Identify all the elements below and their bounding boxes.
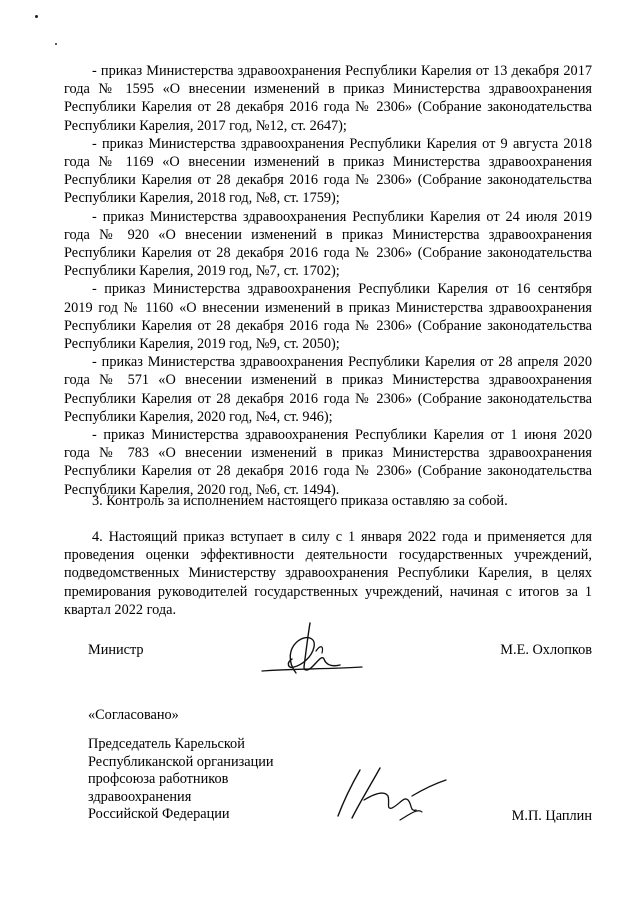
org-line: Российской Федерации [88, 806, 230, 823]
org-line: Республиканской организации [88, 753, 274, 770]
chair-signature-image [330, 760, 450, 830]
repealed-orders-list [64, 62, 592, 499]
org-line: Председатель Карельской [88, 736, 245, 752]
item-3 [64, 492, 592, 510]
scan-speck [35, 15, 38, 18]
minister-name: М.Е. Охлопков [500, 642, 592, 658]
trade-union-chair-block [88, 736, 274, 824]
scan-speck [55, 43, 57, 45]
org-line: профсоюза работников [88, 771, 229, 788]
minister-signature-image [258, 615, 368, 685]
chair-name: М.П. Цаплин [511, 808, 592, 824]
org-line: здравоохранения [88, 788, 192, 805]
order-item: - приказ Министерства здравоохранения Республики Карелия от 16 сентября 2019 год № 1160 «О внесении изменений в приказ Министерства здравоохранения Республики Карелия от 28 декабря 2016 года № 2306» (Собрание законодательства Республики Карелия, 2019 год, №9, ст. 2050); [64, 281, 592, 353]
order-item: - приказ Министерства здравоохранения Республики Карелия от 1 июня 2020 года № 783 «О внесении изменений в приказ Министерства здравоохранения Республики Карелия от 28 декабря 2016 года № 2306» (Собрание законодательства Республики Карелия, 2020 год, №6, ст. 1494). [64, 427, 592, 498]
minister-title: Министр [88, 642, 144, 658]
order-item: - приказ Министерства здравоохранения Республики Карелия от 28 апреля 2020 года № 571 «О внесении изменений в приказ Министерства здравоохранения Республики Карелия от 28 декабря 2016 года № 2306» (Собрание законодательства Республики Карелия, 2020 год, №4, ст. 946); [64, 354, 592, 425]
order-item: - приказ Министерства здравоохранения Республики Карелия от 13 декабря 2017 года № 1595 «О внесении изменений в приказ Министерства здравоохранения Республики Карелия от 28 декабря 2016 года № 2306» (Собрание законодательства Республики Карелия, 2017 год, №12, ст. 2647); [64, 63, 592, 134]
control-clause: 3. Контроль за исполнением настоящего приказа оставляю за собой. [92, 493, 508, 509]
order-item: - приказ Министерства здравоохранения Республики Карелия от 24 июля 2019 года № 920 «О внесении изменений в приказ Министерства здравоохранения Республики Карелия от 28 декабря 2016 года № 2306» (Собрание законодательства Республики Карелия, 2019 год, №7, ст. 1702); [64, 208, 592, 280]
effective-date-clause: 4. Настоящий приказ вступает в силу с 1 января 2022 года и применяется для проведения оценки эффективности деятельности государственных учреждений, подведомственных Министерству здравоохранения Республики Карелия, в целях премирования руководителей государственных учреждений, начиная с итогов за 1 квартал 2022 года. [64, 529, 592, 618]
agreed-label: «Согласовано» [88, 707, 179, 723]
order-item: - приказ Министерства здравоохранения Республики Карелия от 9 августа 2018 года № 1169 «О внесении изменений в приказ Министерства здравоохранения Республики Карелия от 28 декабря 2016 года № 2306» (Собрание законодательства Республики Карелия, 2018 год, №8, ст. 1759); [64, 135, 592, 207]
item-4 [64, 528, 592, 619]
